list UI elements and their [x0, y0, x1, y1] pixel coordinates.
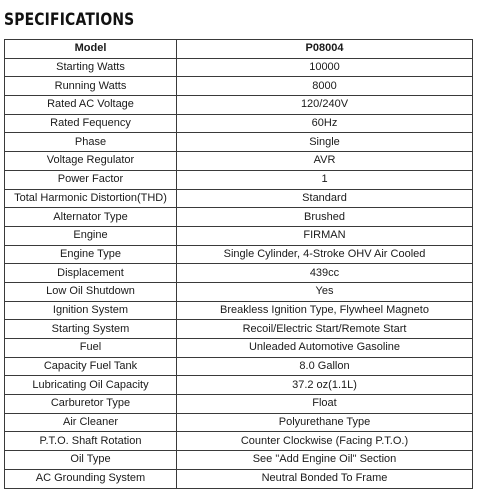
- spec-label-cell: Carburetor Type: [5, 395, 177, 414]
- spec-label-cell: Air Cleaner: [5, 413, 177, 432]
- table-row: [5, 96, 473, 115]
- spec-label-cell: Fuel: [5, 339, 177, 358]
- table-row: [5, 301, 473, 320]
- header-value-cell: P08004: [177, 40, 473, 59]
- spec-value-cell: Polyurethane Type: [177, 413, 473, 432]
- spec-value-cell: Single Cylinder, 4-Stroke OHV Air Cooled: [177, 245, 473, 264]
- spec-value-cell: Brushed: [177, 208, 473, 227]
- table-row: [5, 357, 473, 376]
- spec-label-cell: Displacement: [5, 264, 177, 283]
- table-row: [5, 133, 473, 152]
- spec-value-cell: AVR: [177, 152, 473, 171]
- table-row: [5, 451, 473, 470]
- spec-label-cell: Total Harmonic Distortion(THD): [5, 189, 177, 208]
- table-row: [5, 114, 473, 133]
- spec-value-cell: 37.2 oz(1.1L): [177, 376, 473, 395]
- spec-label-cell: Starting System: [5, 320, 177, 339]
- spec-value-cell: See "Add Engine Oil" Section: [177, 451, 473, 470]
- spec-label-cell: Lubricating Oil Capacity: [5, 376, 177, 395]
- table-row: [5, 189, 473, 208]
- spec-label-cell: Alternator Type: [5, 208, 177, 227]
- spec-label-cell: Low Oil Shutdown: [5, 282, 177, 301]
- spec-label-cell: Running Watts: [5, 77, 177, 96]
- table-header-row: [5, 40, 473, 59]
- table-row: [5, 320, 473, 339]
- spec-label-cell: Rated AC Voltage: [5, 96, 177, 115]
- specifications-table: [4, 39, 473, 489]
- spec-value-cell: 120/240V: [177, 96, 473, 115]
- spec-label-cell: Engine Type: [5, 245, 177, 264]
- spec-value-cell: 439cc: [177, 264, 473, 283]
- table-row: [5, 77, 473, 96]
- table-row: [5, 376, 473, 395]
- spec-label-cell: Voltage Regulator: [5, 152, 177, 171]
- spec-value-cell: FIRMAN: [177, 226, 473, 245]
- spec-label-cell: Power Factor: [5, 170, 177, 189]
- table-row: [5, 339, 473, 358]
- spec-label-cell: P.T.O. Shaft Rotation: [5, 432, 177, 451]
- spec-value-cell: Yes: [177, 282, 473, 301]
- spec-value-cell: 8.0 Gallon: [177, 357, 473, 376]
- spec-value-cell: 8000: [177, 77, 473, 96]
- spec-value-cell: Float: [177, 395, 473, 414]
- spec-value-cell: 10000: [177, 58, 473, 77]
- spec-label-cell: Phase: [5, 133, 177, 152]
- spec-label-cell: Engine: [5, 226, 177, 245]
- spec-value-cell: Breakless Ignition Type, Flywheel Magneto: [177, 301, 473, 320]
- spec-label-cell: AC Grounding System: [5, 469, 177, 488]
- spec-value-cell: Counter Clockwise (Facing P.T.O.): [177, 432, 473, 451]
- table-row: [5, 226, 473, 245]
- spec-value-cell: Neutral Bonded To Frame: [177, 469, 473, 488]
- spec-value-cell: 60Hz: [177, 114, 473, 133]
- spec-value-cell: Unleaded Automotive Gasoline: [177, 339, 473, 358]
- spec-value-cell: Single: [177, 133, 473, 152]
- spec-label-cell: Capacity Fuel Tank: [5, 357, 177, 376]
- table-row: [5, 170, 473, 189]
- table-row: [5, 245, 473, 264]
- table-row: [5, 152, 473, 171]
- table-row: [5, 208, 473, 227]
- header-label-cell: Model: [5, 40, 177, 59]
- table-row: [5, 432, 473, 451]
- spec-label-cell: Rated Fequency: [5, 114, 177, 133]
- table-row: [5, 413, 473, 432]
- table-body: [5, 58, 473, 488]
- spec-value-cell: Standard: [177, 189, 473, 208]
- spec-value-cell: 1: [177, 170, 473, 189]
- table-row: [5, 264, 473, 283]
- table-row: [5, 58, 473, 77]
- table-row: [5, 469, 473, 488]
- spec-label-cell: Ignition System: [5, 301, 177, 320]
- spec-label-cell: Starting Watts: [5, 58, 177, 77]
- table-row: [5, 282, 473, 301]
- spec-label-cell: Oil Type: [5, 451, 177, 470]
- spec-value-cell: Recoil/Electric Start/Remote Start: [177, 320, 473, 339]
- page-title: SPECIFICATIONS: [4, 10, 135, 30]
- table-row: [5, 395, 473, 414]
